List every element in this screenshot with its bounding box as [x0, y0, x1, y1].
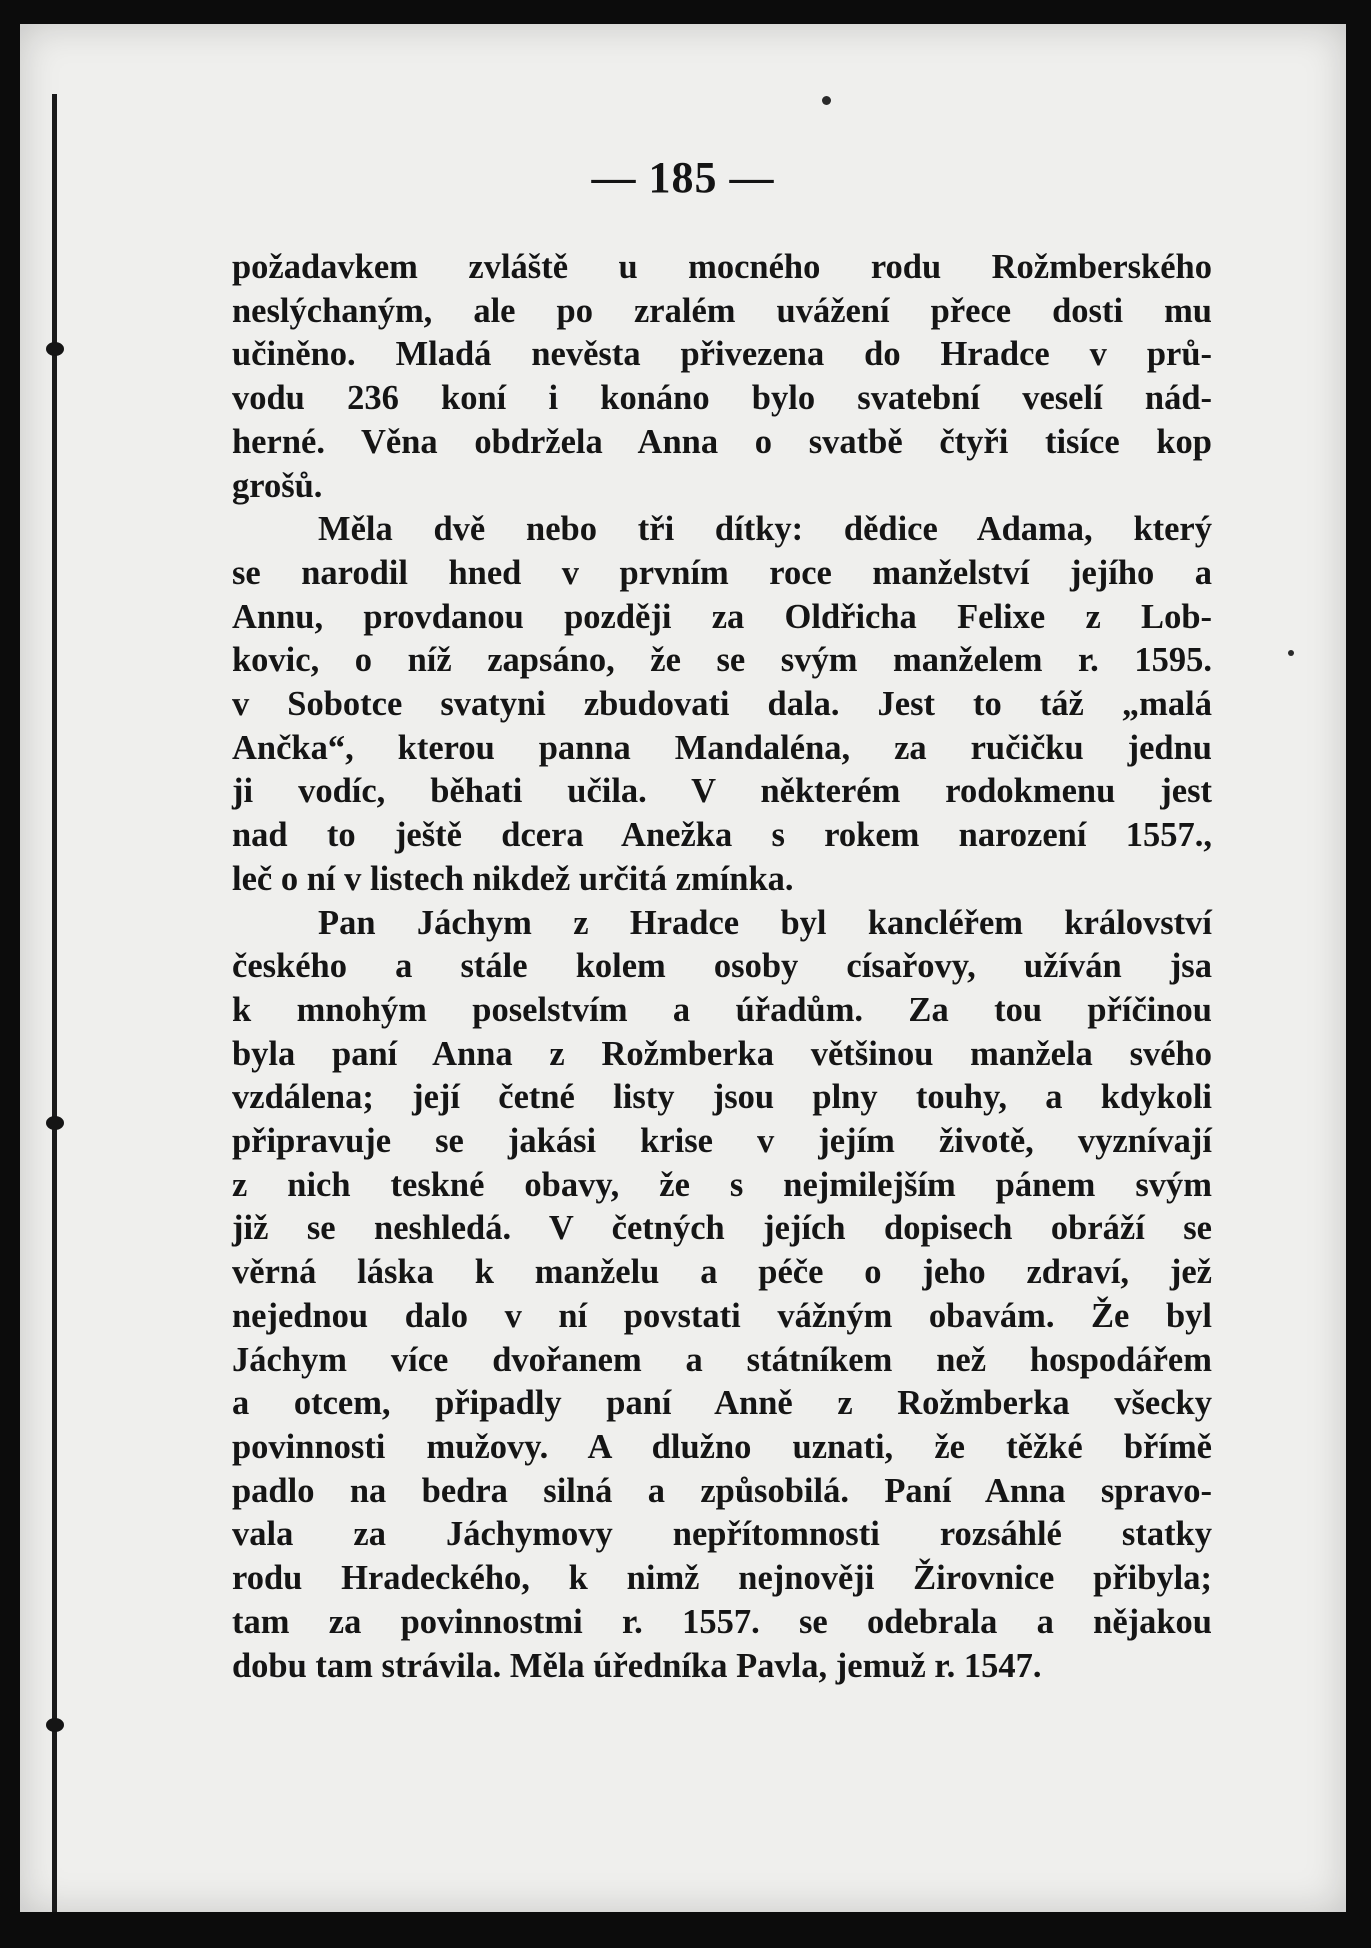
text-line: dobu tam strávila. Měla úředníka Pavla, jemuž r. 1547.	[232, 1646, 1042, 1685]
page-number: — 185 —	[591, 153, 775, 202]
text-line: českého a stále kolem osoby císařovy, užíván jsa	[232, 947, 1212, 986]
text-line: leč o ní v listech nikdež určitá zmínka.	[232, 859, 794, 898]
text-line: neslýchaným, ale po zralém uvážení přece dosti mu	[232, 291, 1212, 330]
text-line: herné. Věna obdržela Anna o svatbě čtyři tisíce kop	[232, 422, 1212, 461]
stray-ink-mark	[1288, 650, 1294, 656]
text-line: ji vodíc, běhati učila. V některém rodokmenu jest	[232, 772, 1212, 811]
text-line: připravuje se jakási krise v jejím životě, vyznívají	[232, 1122, 1212, 1161]
text-line: kovic, o níž zapsáno, že se svým manželem r. 1595.	[232, 641, 1212, 680]
text-line: již se neshledá. V četných jejích dopisech obráží se	[232, 1209, 1212, 1248]
binding-hole-mark	[46, 1718, 64, 1732]
text-line: nad to ještě dcera Anežka s rokem narození 1557.,	[232, 816, 1212, 855]
text-line: v Sobotce svatyni zbudovati dala. Jest to táž „malá	[232, 685, 1212, 724]
text-line: Pan Jáchym z Hradce byl kancléřem království	[318, 903, 1212, 942]
binding-margin-line	[52, 94, 57, 1912]
text-line: nejednou dalo v ní povstati vážným obavám. Že byl	[232, 1296, 1212, 1335]
text-line: vala za Jáchymovy nepřítomnosti rozsáhlé statky	[232, 1515, 1212, 1554]
stray-ink-mark	[822, 96, 831, 105]
text-line: učiněno. Mladá nevěsta přivezena do Hradce v prů-	[232, 335, 1212, 374]
binding-hole-mark	[46, 342, 64, 356]
text-line: věrná láska k manželu a péče o jeho zdraví, jež	[232, 1253, 1212, 1292]
text-line: Měla dvě nebo tři dítky: dědice Adama, který	[318, 510, 1212, 549]
text-line: k mnohým poselstvím a úřadům. Za tou příčinou	[232, 990, 1212, 1029]
text-line: vzdálena; její četné listy jsou plny touhy, a kdykoli	[232, 1078, 1212, 1117]
text-line: rodu Hradeckého, k nimž nejnověji Žirovnice přibyla;	[232, 1559, 1212, 1598]
binding-hole-mark	[46, 1116, 64, 1130]
text-line: a otcem, připadly paní Anně z Rožmberka všecky	[232, 1384, 1212, 1423]
text-line: z nich teskné obavy, že s nejmilejším pánem svým	[232, 1165, 1212, 1204]
text-line: grošů.	[232, 466, 323, 505]
text-line: byla paní Anna z Rožmberka většinou manžela svého	[232, 1034, 1212, 1073]
text-line: požadavkem zvláště u mocného rodu Rožmberského	[232, 248, 1212, 286]
text-line: padlo na bedra silná a způsobilá. Paní Anna spravo-	[232, 1471, 1212, 1510]
text-line: tam za povinnostmi r. 1557. se odebrala a nějakou	[232, 1602, 1212, 1641]
text-line: povinnosti mužovy. A dlužno uznati, že těžké břímě	[232, 1427, 1212, 1466]
scanned-book-page	[20, 24, 1346, 1912]
text-line: Ančka“, kterou panna Mandaléna, za ručičku jednu	[232, 728, 1212, 767]
text-line: Jáchym více dvořanem a státníkem než hospodářem	[232, 1340, 1212, 1379]
text-line: Annu, provdanou později za Oldřicha Felixe z Lob-	[232, 597, 1212, 636]
text-line: se narodil hned v prvním roce manželství jejího a	[232, 553, 1212, 592]
page-text	[232, 246, 1212, 1688]
text-line: vodu 236 koní i konáno bylo svatební veselí nád-	[232, 379, 1212, 418]
